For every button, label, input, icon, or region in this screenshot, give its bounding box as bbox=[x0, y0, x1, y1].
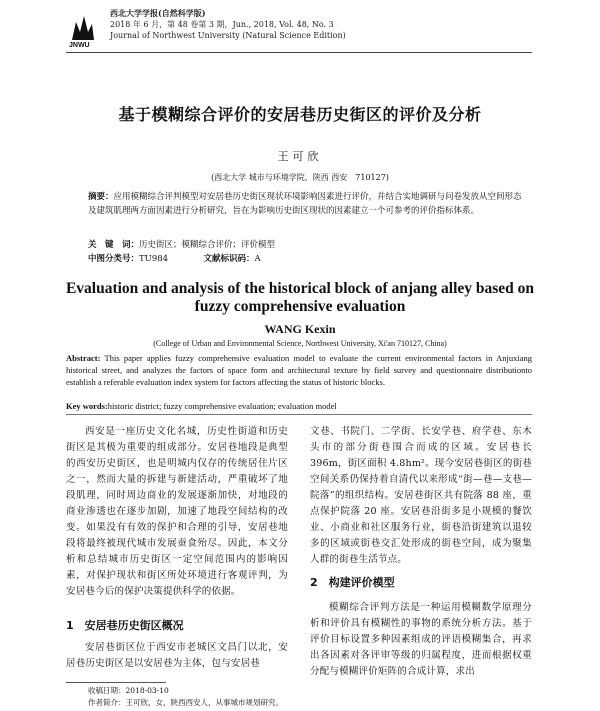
paper-title-cn: 基于模糊综合评价的安居巷历史街区的评价及分析 bbox=[118, 105, 482, 124]
keywords-cn bbox=[88, 238, 528, 252]
paper-title-en: Evaluation and analysis of the historical block of anjang alley based on fuzzy comprehensive evaluation bbox=[65, 280, 535, 315]
keywords-cn-text: 历史街区；模糊综合评价；评价模型 bbox=[139, 240, 276, 250]
abstract-separator bbox=[66, 414, 532, 415]
body-right-column bbox=[310, 424, 532, 568]
footnote-author: 作者简介：王可欣，女，陕西西安人，从事城市规划研究。 bbox=[88, 698, 283, 707]
journal-name-cn: 西北大学学报(自然科学版) bbox=[110, 8, 206, 18]
affiliation-en: (College of Urban and Environmental Science, Northwest University, Xi'an 710127, China) bbox=[153, 339, 447, 348]
footnote-received: 收稿日期：2018-03-10 bbox=[88, 686, 169, 695]
abstract-cn-label: 摘要： bbox=[88, 192, 114, 202]
clc-label: 中图分类号： bbox=[88, 254, 140, 264]
issue-line: 2018 年 6 月，第 48 卷第 3 期，Jun., 2018, Vol. 48, No. 3 bbox=[110, 20, 334, 29]
section-1-body bbox=[66, 640, 288, 672]
abstract-cn-text: 应用模糊综合评判模型对安居巷历史街区现状环境影响因素进行评价，并结合实地调研与问卷发放从空间形态及建筑肌理两方面因素进行分析研究，旨在为影响历史街区现状的因素建立一个可参考的评价指标体系。 bbox=[88, 192, 522, 216]
keywords-cn-label: 关 键 词： bbox=[88, 240, 140, 250]
keywords-en-text: historic district; fuzzy comprehensive evaluation; evaluation model bbox=[107, 401, 337, 411]
abstract-en bbox=[66, 352, 532, 388]
site-paragraph: 文巷、书院门、二学街、长安学巷、府学巷、东木头市的部分街巷围合而成的区域。安居巷长 396m，街区面积 4.8hm²。现今安居巷街区的街巷空间关系仍保持着自清代以来形成“街—巷—支巷—院落”的组织结构。安居巷街区共有院落 88 座，重点保护院落 20 座。安居巷沿街多是小规模的餐饮业、小商业和社区服务行业，街巷沿街建筑以退较多的区域或街巷交汇处形成的街巷空间，成为聚集人群的街巷生活节点。 bbox=[310, 426, 532, 565]
affiliation-cn: (西北大学 城市与环境学院，陕西 西安 710127) bbox=[211, 173, 389, 182]
abstract-en-text: This paper applies fuzzy comprehensive evaluation model to evaluate the current environmental factors in Anjuxiang historical street, and analyzes the factors of space form and architectural texture by field survey and questionnaire distributionto establish a referable evaluation index system for factors affecting the status of historic blocks. bbox=[66, 353, 532, 387]
abstract-cn bbox=[88, 190, 528, 218]
keywords-en bbox=[66, 400, 532, 412]
intro-paragraph: 西安是一座历史文化名城，历史性街道和历史街区是其极为重要的组成部分。安居巷地段是典型的西安历史街区，也是明城内仅存的传统居住片区之一，然而大量的拆建与新建活动，严重破坏了地段肌理，同时周边商业的发展逐渐加快，对地段的商业渗透也在逐步加剧，加速了地段空间结构的改变。如果没有有效的保护和合理的引导，安居巷地段将最终被现代城市发展蚕食殆尽。因此，本文分析和总结城市历史街区一定空间范围内的影响因素，对保护现状和街区所处环境进行客观评判，为安居巷今后的保护决策提供科学的依据。 bbox=[66, 426, 288, 597]
keywords-en-label: Key words: bbox=[66, 401, 108, 411]
journal-logo-icon bbox=[66, 10, 100, 48]
logo-text: JNWU bbox=[69, 42, 90, 48]
doc-code-label: 文献标识码： bbox=[203, 254, 255, 264]
section-2-body bbox=[310, 600, 532, 680]
section-1-heading: 1 安居巷历史街区概况 bbox=[66, 619, 184, 632]
author-en: WANG Kexin bbox=[264, 322, 336, 336]
abstract-en-label: Abstract: bbox=[66, 353, 101, 363]
journal-header bbox=[110, 8, 346, 41]
body-left-column bbox=[66, 424, 288, 600]
clc-value: TU984 bbox=[139, 254, 169, 264]
section-2-heading: 2 构建评价模型 bbox=[310, 576, 395, 589]
journal-name-en: Journal of Northwest University (Natural Science Edition) bbox=[110, 31, 346, 40]
section-2-paragraph: 模糊综合评判方法是一种运用模糊数学原理分析和评价具有模糊性的事物的系统分析方法。基于评价目标设置多种因素组成的评语模糊集合，再求出各因素对各评审等级的归属程度，进而根据权重分配与模糊评价矩阵的合成计算，求出 bbox=[310, 602, 532, 677]
footnote-rule bbox=[66, 682, 166, 683]
header-rule bbox=[66, 52, 532, 53]
doc-code-value: A bbox=[254, 254, 261, 264]
section-1-paragraph: 安居巷街区位于西安市老城区文昌门以北，安居巷历史街区是以安居巷为主体，包与安居巷 bbox=[66, 642, 288, 669]
author-cn: 王可欣 bbox=[277, 150, 323, 163]
classification bbox=[88, 252, 528, 266]
